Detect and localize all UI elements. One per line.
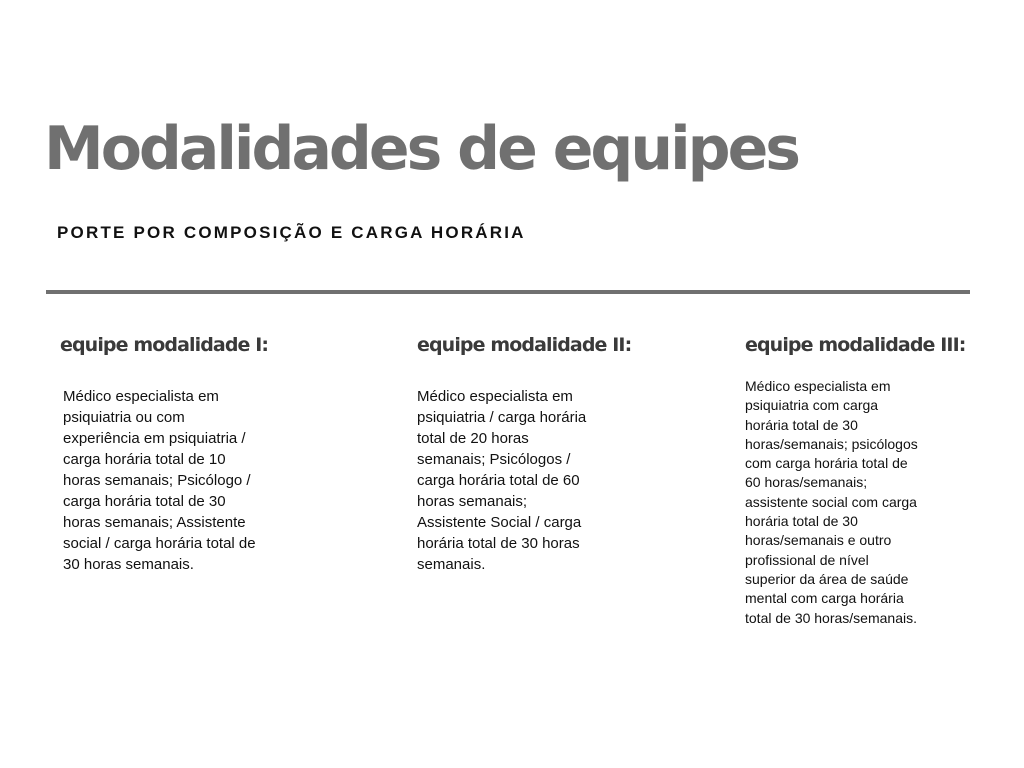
page-subtitle: PORTE POR COMPOSIÇÃO E CARGA HORÁRIA	[57, 223, 526, 242]
column-text-modalidade-2: Médico especialista em psiquiatria / carga horária total de 20 horas semanais; Psicólogos / carga horária total de 60 horas semanais; Assistente Social / carga horária total de 30 horas semanais.	[417, 388, 587, 573]
divider	[46, 290, 970, 294]
column-heading-modalidade-1: equipe modalidade I:	[60, 334, 269, 356]
column-heading-modalidade-2: equipe modalidade II:	[417, 334, 632, 356]
column-text-modalidade-3: Médico especialista em psiquiatria com carga horária total de 30 horas/semanais; psicólogos com carga horária total de 60 horas/semanais; assistente social com carga horária total de 30 horas/semanais e outro profissional de nível superior da área de saúde mental com carga horária total de 30 horas/semanais.	[745, 378, 918, 626]
page-title: Modalidades de equipes	[44, 114, 798, 184]
column-heading-modalidade-3: equipe modalidade III:	[745, 334, 966, 356]
column-text-modalidade-1: Médico especialista em psiquiatria ou com experiência em psiquiatria / carga horária total de 10 horas semanais; Psicólogo / carga horária total de 30 horas semanais; Assistente social / carga horária total de 30 horas semanais.	[63, 388, 256, 573]
